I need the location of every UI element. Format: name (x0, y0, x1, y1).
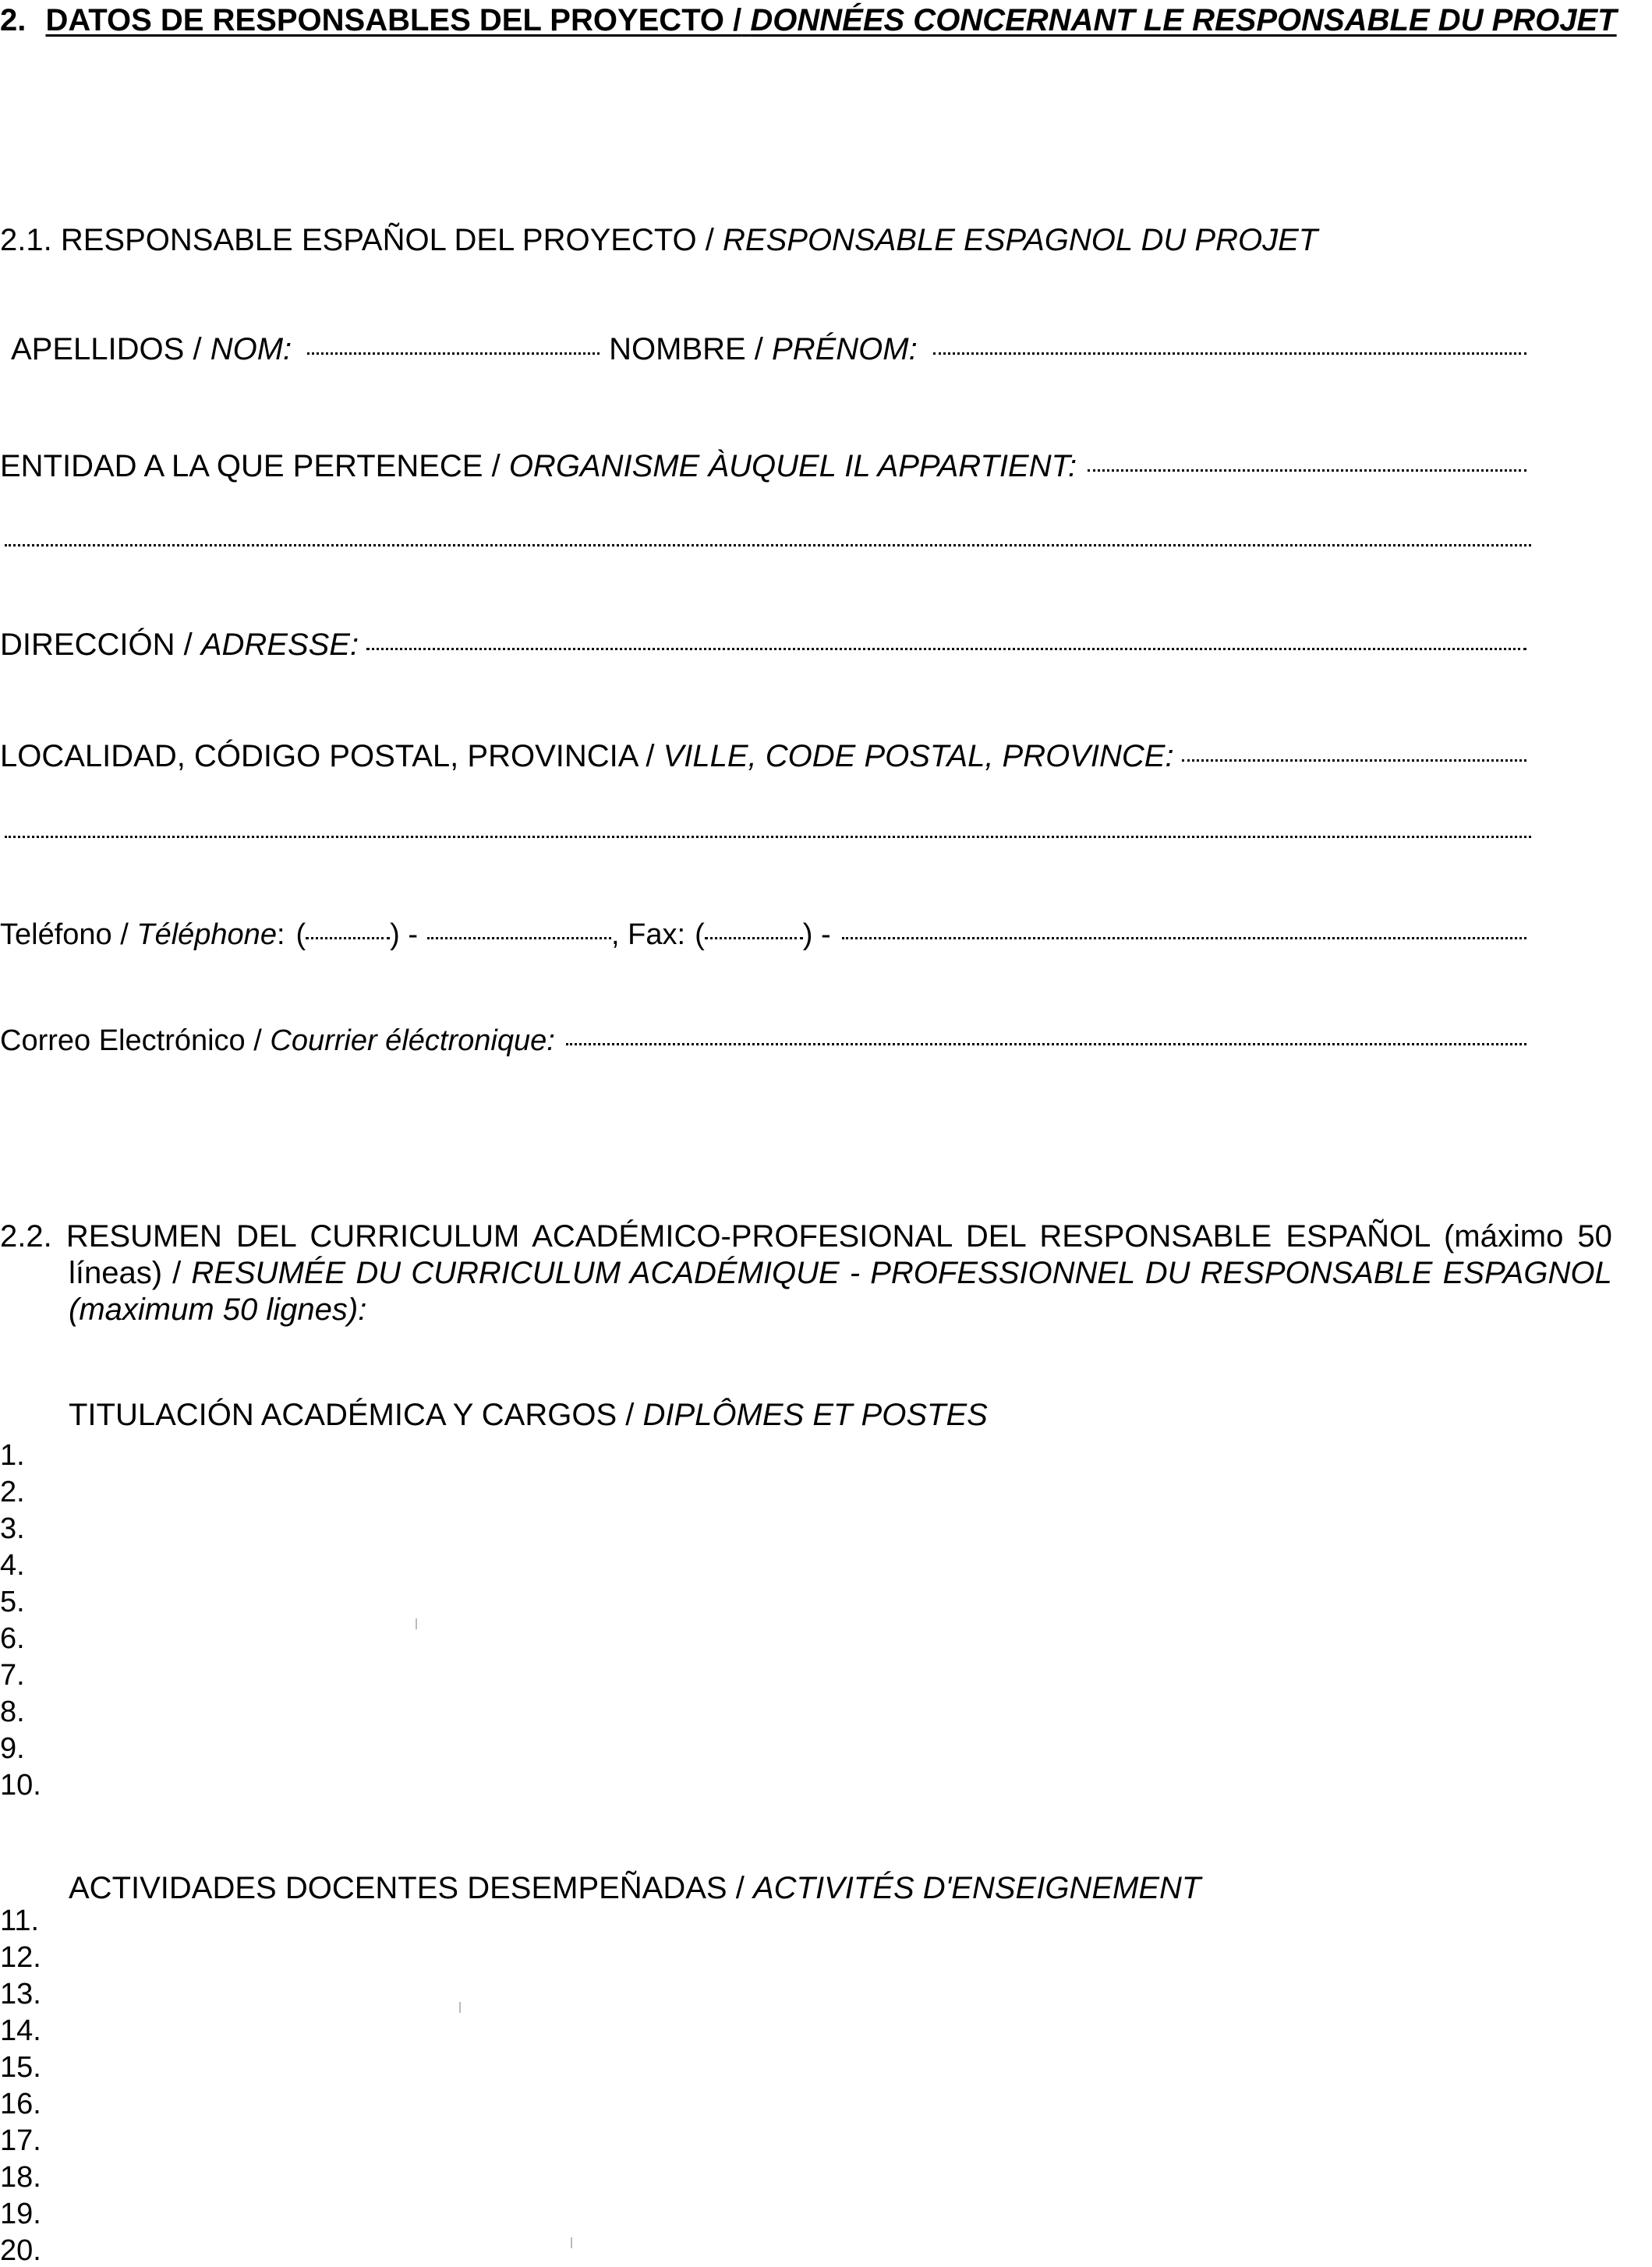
localidad-field-line2[interactable] (5, 836, 1531, 838)
scan-speck (571, 2237, 572, 2248)
localidad-row: LOCALIDAD, CÓDIGO POSTAL, PROVINCIA / VILLE, CODE POSTAL, PROVINCE: (0, 741, 1531, 772)
section-title: 2. DATOS DE RESPONSABLES DEL PROYECTO / DONNÉES CONCERNANT LE RESPONSABLE DU PROJET (0, 3, 1617, 37)
section-title-fr: DONNÉES CONCERNANT LE RESPONSABLE DU PROJET (750, 3, 1617, 37)
direccion-field[interactable] (366, 648, 1526, 650)
list-number-6: 6. (0, 1622, 25, 1655)
titulacion-heading: TITULACIÓN ACADÉMICA Y CARGOS / DIPLÔMES ET POSTES (69, 1398, 988, 1432)
list-number-11: 11. (0, 1904, 40, 1937)
telefono-number-field[interactable] (427, 937, 611, 939)
list-number-17: 17. (0, 2124, 41, 2157)
fax-area-code-field[interactable] (705, 937, 803, 939)
correo-row: Correo Electrónico / Courrier éléctronique: (0, 1026, 1531, 1056)
localidad-field[interactable] (1182, 759, 1526, 762)
list-number-7: 7. (0, 1659, 25, 1692)
list-number-3: 3. (0, 1512, 25, 1545)
name-row: APELLIDOS / NOM: NOMBRE / PRÉNOM: (11, 334, 1531, 365)
telefono-row: Teléfono / Téléphone : ( ) - , Fax: ( ) - (0, 920, 1531, 950)
list-number-4: 4. (0, 1549, 25, 1582)
fax-number-field[interactable] (842, 937, 1526, 939)
list-number-20: 20. (0, 2234, 41, 2267)
list-number-16: 16. (0, 2088, 41, 2120)
nombre-field[interactable] (933, 352, 1526, 355)
subsection-heading-2-2: 2.2. RESUMEN DEL CURRICULUM ACADÉMICO-PROFESIONAL DEL RESPONSABLE ESPAÑOL (máximo 50 líneas) / RESUMÉE DU CURRICULUM ACADÉMIQUE - PROFESSIONNEL DU RESPONSABLE ESPAGNOL (maximum 50 lignes): (0, 1219, 1612, 1328)
entidad-field[interactable] (1088, 469, 1526, 472)
list-number-19: 19. (0, 2198, 41, 2230)
list-number-10: 10. (0, 1769, 41, 1802)
list-number-14: 14. (0, 2014, 41, 2047)
actividades-heading: ACTIVIDADES DOCENTES DESEMPEÑADAS / ACTIVITÉS D'ENSEIGNEMENT (69, 1871, 1201, 1905)
apellidos-field[interactable] (307, 352, 600, 355)
list-number-18: 18. (0, 2161, 41, 2194)
list-number-9: 9. (0, 1732, 25, 1765)
entidad-row: ENTIDAD A LA QUE PERTENECE / ORGANISME ÀUQUEL IL APPARTIENT: (0, 451, 1531, 482)
entidad-field-line2[interactable] (5, 544, 1531, 546)
telefono-area-code-field[interactable] (306, 937, 390, 939)
list-number-12: 12. (0, 1941, 41, 1974)
direccion-row: DIRECCIÓN / ADRESSE: (0, 629, 1531, 660)
list-number-15: 15. (0, 2051, 41, 2084)
scan-speck (459, 2002, 461, 2013)
scan-speck (416, 1618, 417, 1629)
list-number-2: 2. (0, 1476, 25, 1508)
section-title-es: DATOS DE RESPONSABLES DEL PROYECTO / (45, 3, 742, 37)
list-number-13: 13. (0, 1978, 41, 2011)
subsection-heading-2-1: 2.1. RESPONSABLE ESPAÑOL DEL PROYECTO / RESPONSABLE ESPAGNOL DU PROJET (0, 223, 1318, 257)
list-number-5: 5. (0, 1586, 25, 1618)
list-number-8: 8. (0, 1696, 25, 1728)
correo-field[interactable] (566, 1043, 1526, 1045)
list-number-1: 1. (0, 1439, 25, 1472)
